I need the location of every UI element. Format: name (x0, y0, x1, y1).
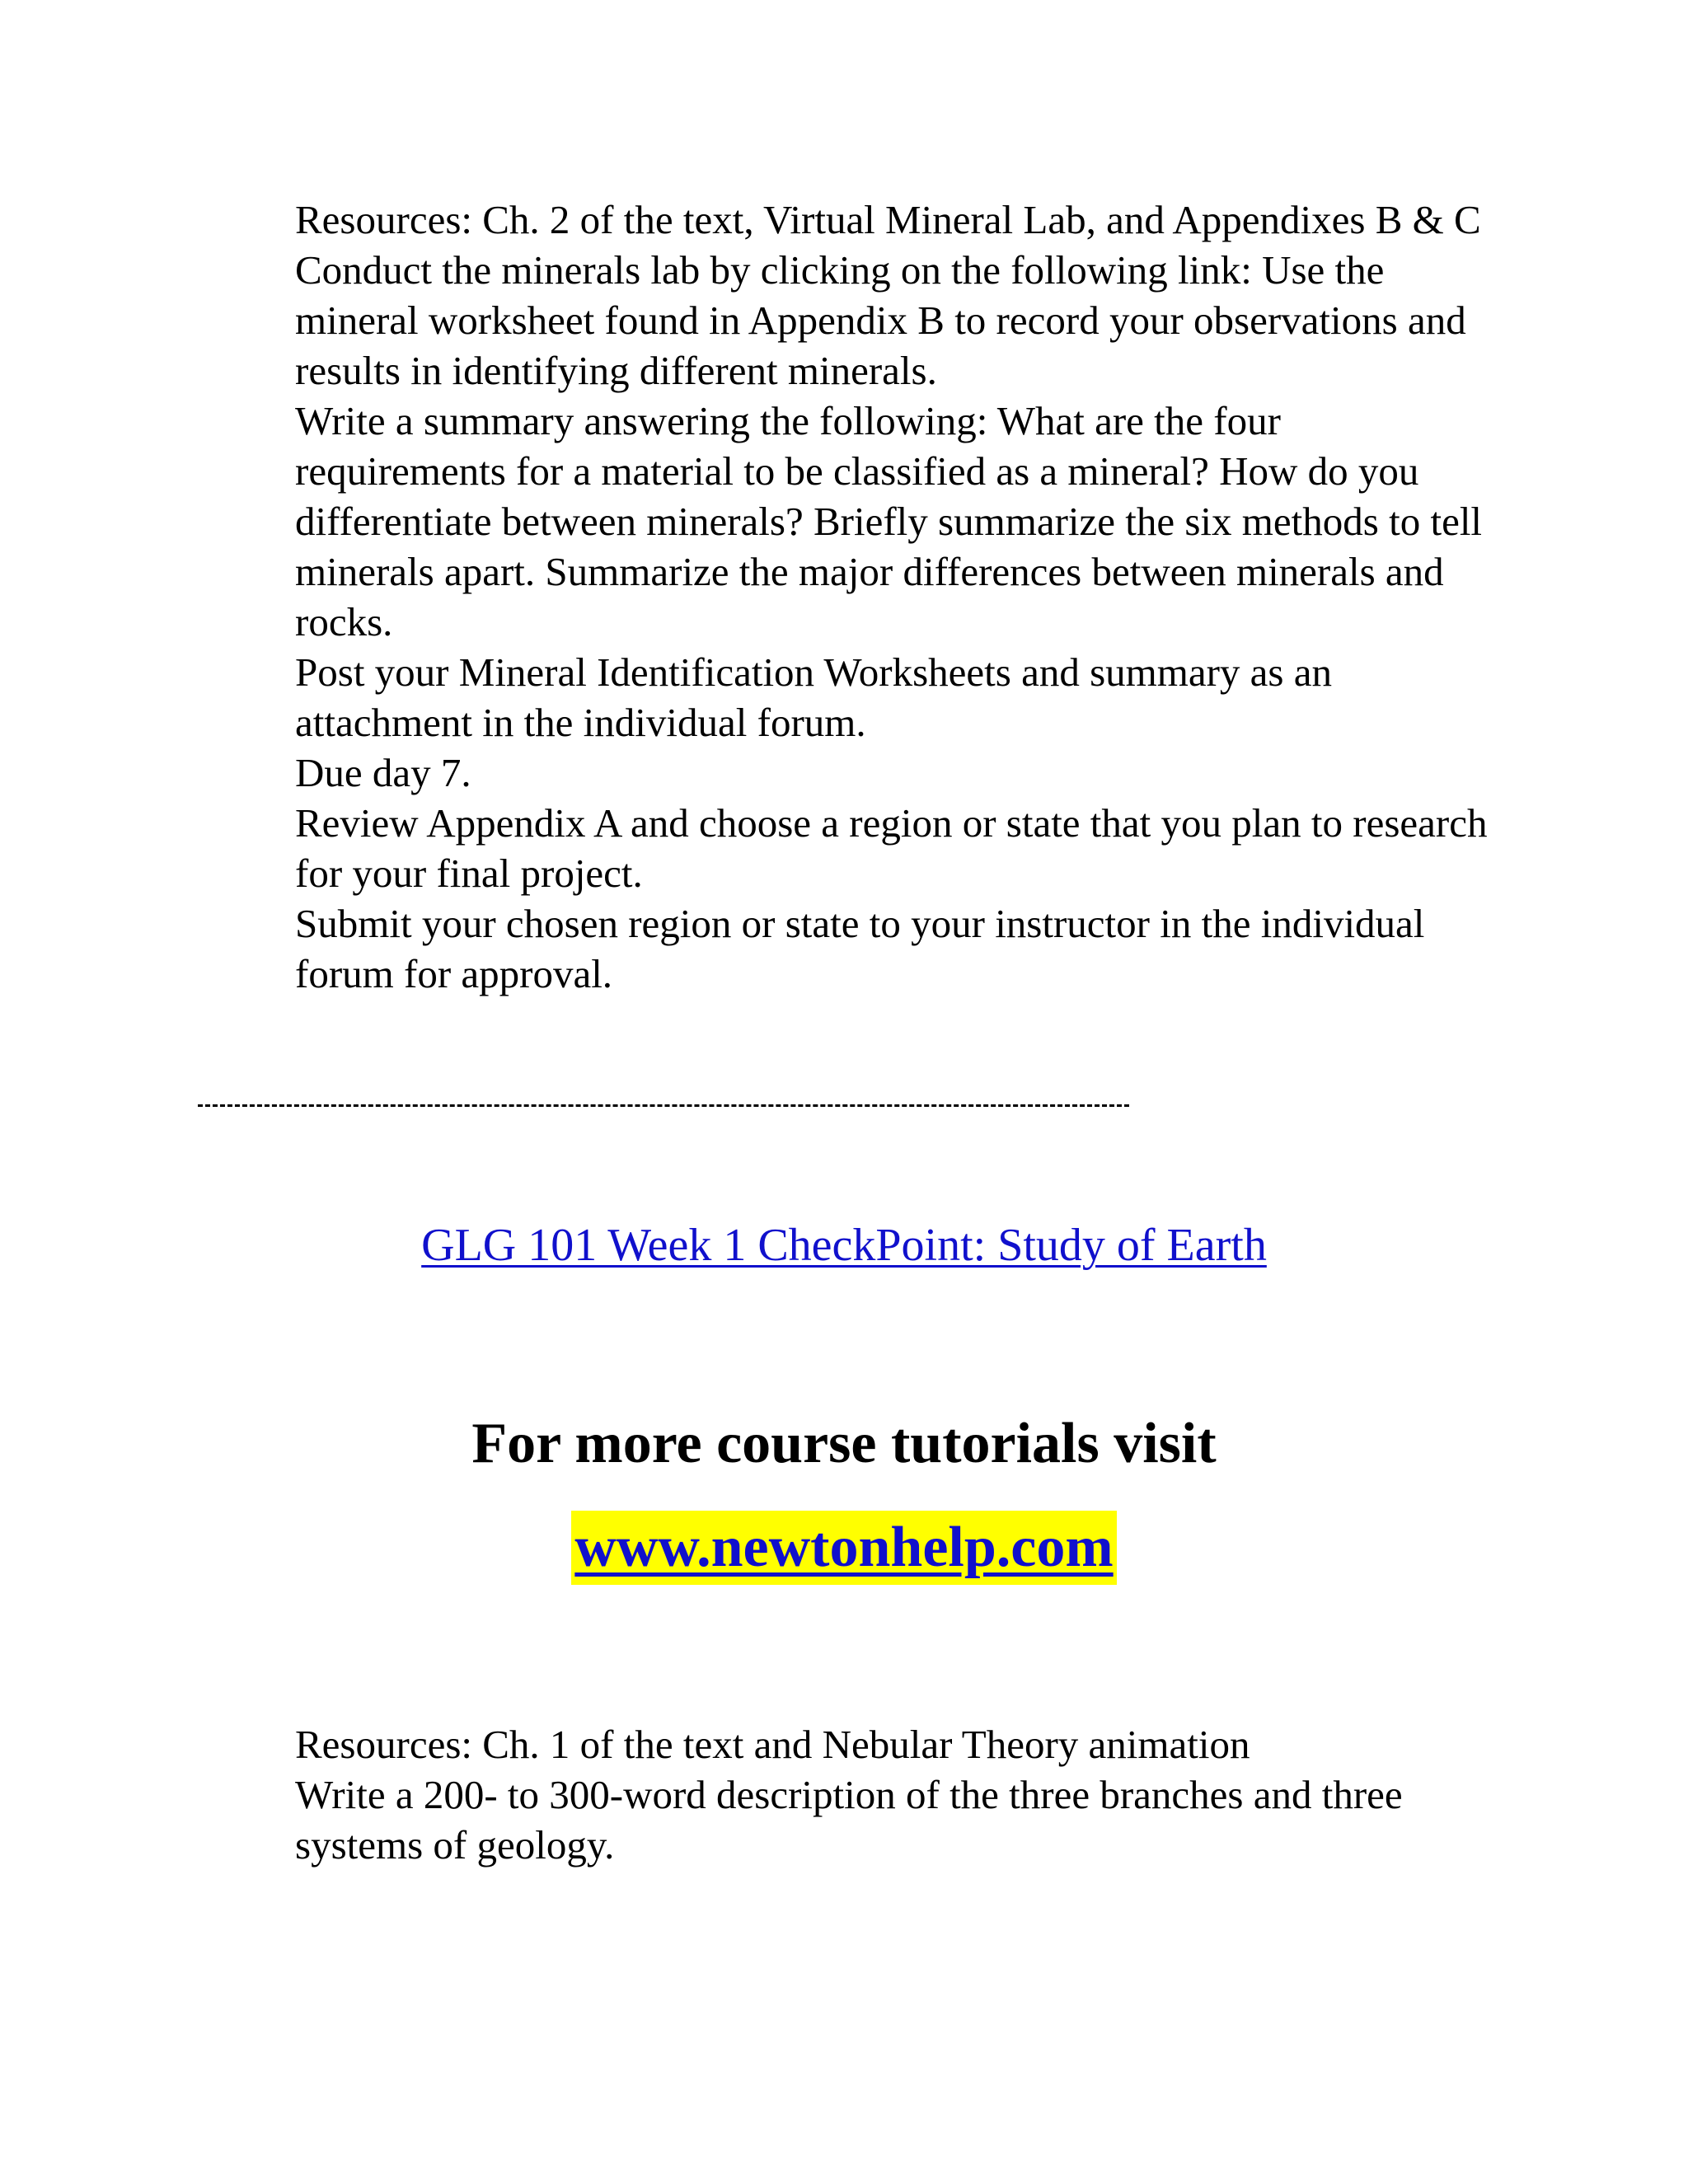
write-description-paragraph: Write a 200- to 300-word description of the three branches and three systems of geology. (295, 1772, 1403, 1868)
resources-paragraph: Resources: Ch. 2 of the text, Virtual Mineral Lab, and Appendixes B & C (295, 197, 1481, 242)
conduct-lab-paragraph: Conduct the minerals lab by clicking on the following link: Use the mineral worksheet found in Appendix B to record your observations and results in identifying different minerals. (295, 247, 1466, 393)
course-title-link[interactable]: GLG 101 Week 1 CheckPoint: Study of Earth (421, 1220, 1267, 1271)
promo-heading: For more course tutorials visit (471, 1412, 1217, 1475)
write-summary-paragraph: Write a summary answering the following: What are the four requirements for a material to be classified as a mineral? How do you differentiate between minerals? Briefly summarize the six methods to tell minerals apart. Summarize the major differences between minerals and rocks. (295, 398, 1483, 644)
submit-region-paragraph: Submit your chosen region or state to your instructor in the individual forum for approval. (295, 901, 1425, 996)
review-appendix-paragraph: Review Appendix A and choose a region or state that you plan to research for your final project. (295, 800, 1488, 896)
dashed-divider (198, 1104, 1129, 1107)
promo-site-block (0, 1511, 1688, 1585)
due-date-paragraph: Due day 7. (295, 750, 471, 795)
checkpoint-instructions (295, 1719, 1490, 1870)
assignment-instructions (295, 194, 1490, 999)
newtonhelp-link[interactable]: www.newtonhelp.com (571, 1511, 1116, 1585)
resources-paragraph-2: Resources: Ch. 1 of the text and Nebular Theory animation (295, 1722, 1250, 1767)
course-title-block (0, 1216, 1688, 1274)
post-worksheets-paragraph: Post your Mineral Identification Worksheets and summary as an attachment in the individual forum. (295, 649, 1332, 745)
